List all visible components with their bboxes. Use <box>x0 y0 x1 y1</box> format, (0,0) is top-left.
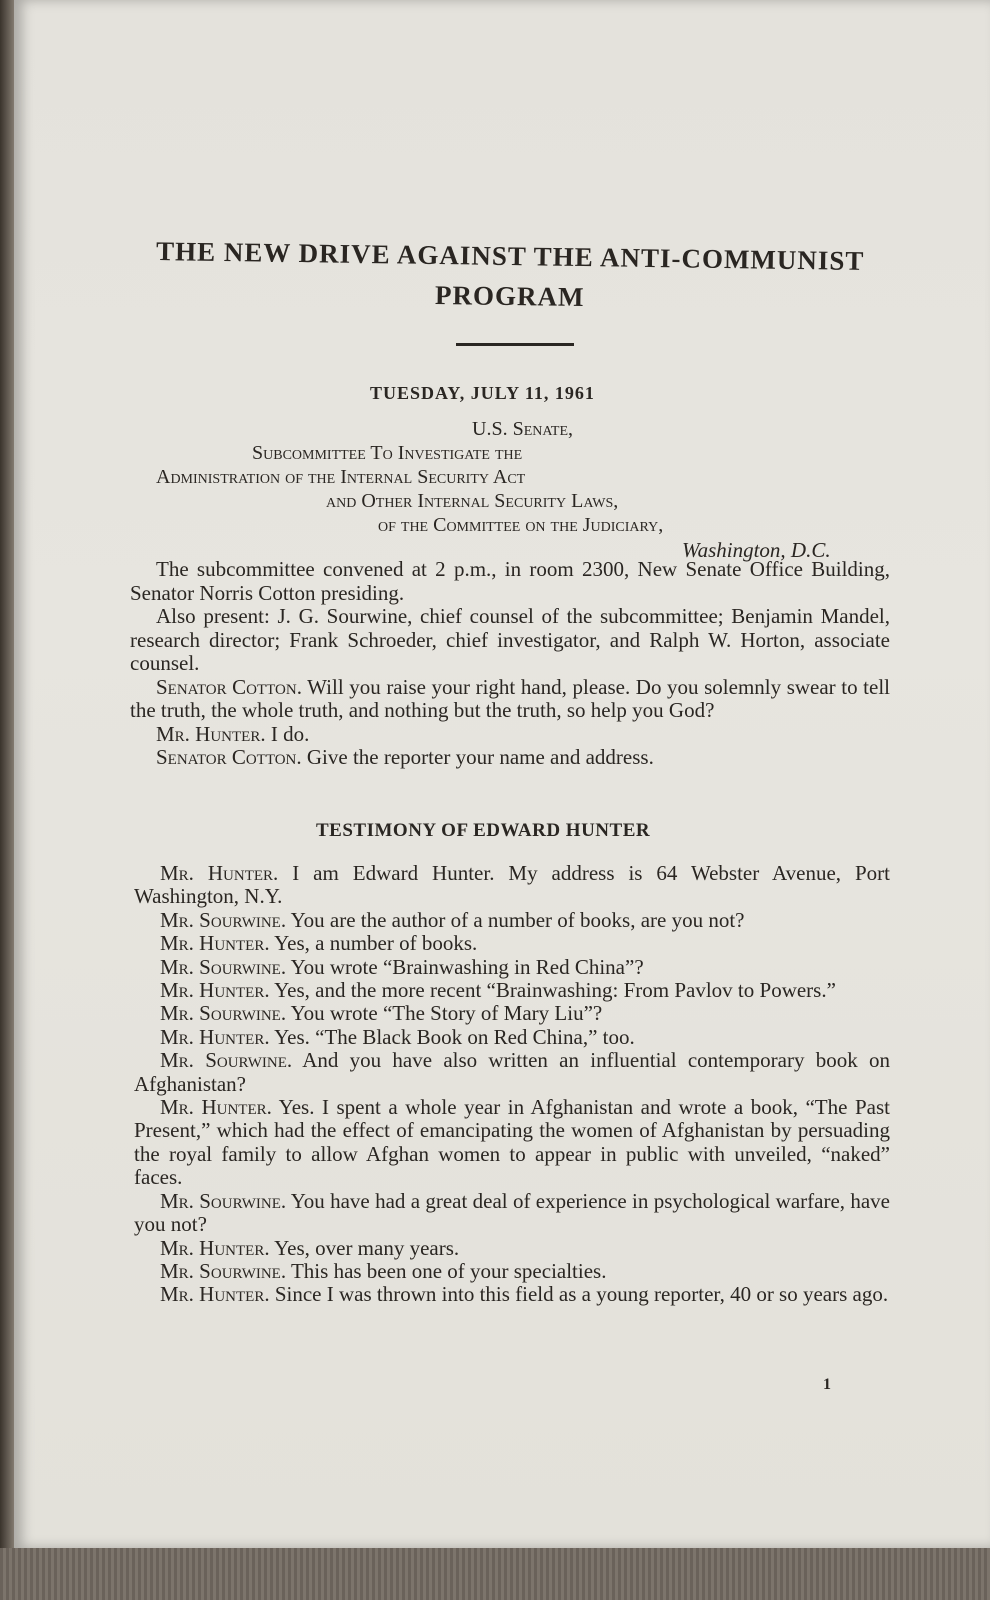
speaker-name: Senator Cotton. <box>156 674 302 699</box>
speech-text: Yes. “The Black Book on Red China,” too. <box>269 1024 635 1049</box>
speaker-name: Mr. Hunter. <box>160 861 279 885</box>
address-city: Washington, D.C. <box>682 538 831 562</box>
speaker-name: Mr. Hunter. <box>160 978 270 1003</box>
speech-text: You are the author of a number of books, are you not? <box>286 907 745 932</box>
testimony-paragraph <box>134 862 890 909</box>
speech-text: You wrote “Brainwashing in Red China”? <box>286 954 644 979</box>
speaker-name: Mr. Hunter. <box>160 1282 270 1307</box>
section-heading: TESTIMONY OF EDWARD HUNTER <box>316 820 651 841</box>
address-line-3: Administration of the Internal Security Act <box>156 466 526 488</box>
speech-text: This has been one of your specialties. <box>286 1258 607 1283</box>
testimony-paragraph <box>134 909 890 932</box>
show-through-text <box>204 70 884 100</box>
intro-paragraph-3 <box>130 676 890 723</box>
testimony-paragraph <box>134 979 890 1002</box>
testimony-paragraph <box>134 1190 890 1237</box>
testimony-paragraph <box>134 932 890 955</box>
speech-text: Yes. I spent a whole year in Afghanistan and wrote a book, “The Past Present,” which had the effect of emancipating the women of Afghanistan by persuading the royal family to allow Afghan women to appear in public with unveiled, “naked” faces. <box>134 1095 890 1190</box>
testimony-paragraph <box>134 1049 890 1096</box>
title-line-2: PROGRAM <box>434 279 585 313</box>
intro-paragraph-2: Also present: J. G. Sourwine, chief counsel of the subcommittee; Benjamin Mandel, research director; Frank Schroeder, chief investigator, and Ralph W. Horton, associate counsel. <box>130 604 890 675</box>
speaker-name: Mr. Sourwine. <box>160 1188 287 1213</box>
intro-section <box>130 558 890 770</box>
speech-text: You have had a great deal of experience in psychological warfare, have you not? <box>134 1188 890 1237</box>
speech-text: Yes, and the more recent “Brainwashing: From Pavlov to Powers.” <box>269 978 836 1003</box>
hearing-date: TUESDAY, JULY 11, 1961 <box>370 383 595 403</box>
intro-paragraph-1: The subcommittee convened at 2 p.m., in room 2300, New Senate Office Building, Senator Norris Cotton presiding. <box>130 557 890 605</box>
speech-text: Yes, a number of books. <box>269 931 478 956</box>
speaker-name: Mr. Sourwine. <box>160 1048 293 1073</box>
testimony-paragraph <box>134 1096 890 1190</box>
speech-text: Since I was thrown into this field as a young reporter, 40 or so years ago. <box>269 1282 889 1307</box>
address-line-4: and Other Internal Security Laws, <box>326 490 619 512</box>
speaker-name: Mr. Sourwine. <box>160 954 287 979</box>
address-line-2: Subcommittee To Investigate the <box>252 442 523 464</box>
speech-text: Give the reporter your name and address. <box>301 745 654 769</box>
page-bottom-edge <box>0 1548 990 1600</box>
title-divider <box>456 343 574 346</box>
address-line-1: U.S. Senate, <box>472 418 574 440</box>
speech-text: Will you raise your right hand, please. Do you solemnly swear to tell the truth, the whole truth, and nothing but the truth, so help you God? <box>130 674 890 722</box>
speech-text: And you have also written an influential contemporary book on Afghanistan? <box>134 1048 890 1096</box>
speaker-name: Mr. Hunter. <box>160 1095 272 1120</box>
testimony-paragraph <box>134 956 890 979</box>
speech-text: Yes, over many years. <box>269 1235 460 1260</box>
speaker-name: Mr. Sourwine. <box>160 907 287 932</box>
testimony-paragraph <box>134 1260 890 1283</box>
speaker-name: Mr. Hunter. <box>160 1235 270 1260</box>
testimony-paragraph <box>134 1026 890 1049</box>
speech-text: You wrote “The Story of Mary Liu”? <box>286 1001 603 1026</box>
intro-paragraph-4 <box>130 723 890 747</box>
speaker-name: Mr. Sourwine. <box>160 1258 287 1283</box>
testimony-paragraph <box>134 1002 890 1025</box>
testimony-paragraph <box>134 1283 890 1306</box>
speech-text: I am Edward Hunter. My address is 64 Webster Avenue, Port Washington, N.Y. <box>134 861 890 909</box>
speaker-name: Senator Cotton. <box>156 745 302 769</box>
testimony-section <box>134 862 890 1307</box>
speaker-name: Mr. Sourwine. <box>160 1001 287 1026</box>
address-line-5: of the Committee on the Judiciary, <box>378 514 664 536</box>
page-number: 1 <box>823 1376 831 1393</box>
testimony-paragraph <box>134 1237 890 1260</box>
speaker-name: Mr. Hunter. <box>160 1024 270 1049</box>
speaker-name: Mr. Hunter. <box>156 721 266 746</box>
speech-text: I do. <box>265 721 310 746</box>
intro-paragraph-5 <box>130 746 890 770</box>
document-title <box>149 231 870 321</box>
title-line-1: THE NEW DRIVE AGAINST THE ANTI-COMMUNIST <box>155 236 865 276</box>
speaker-name: Mr. Hunter. <box>160 931 270 956</box>
